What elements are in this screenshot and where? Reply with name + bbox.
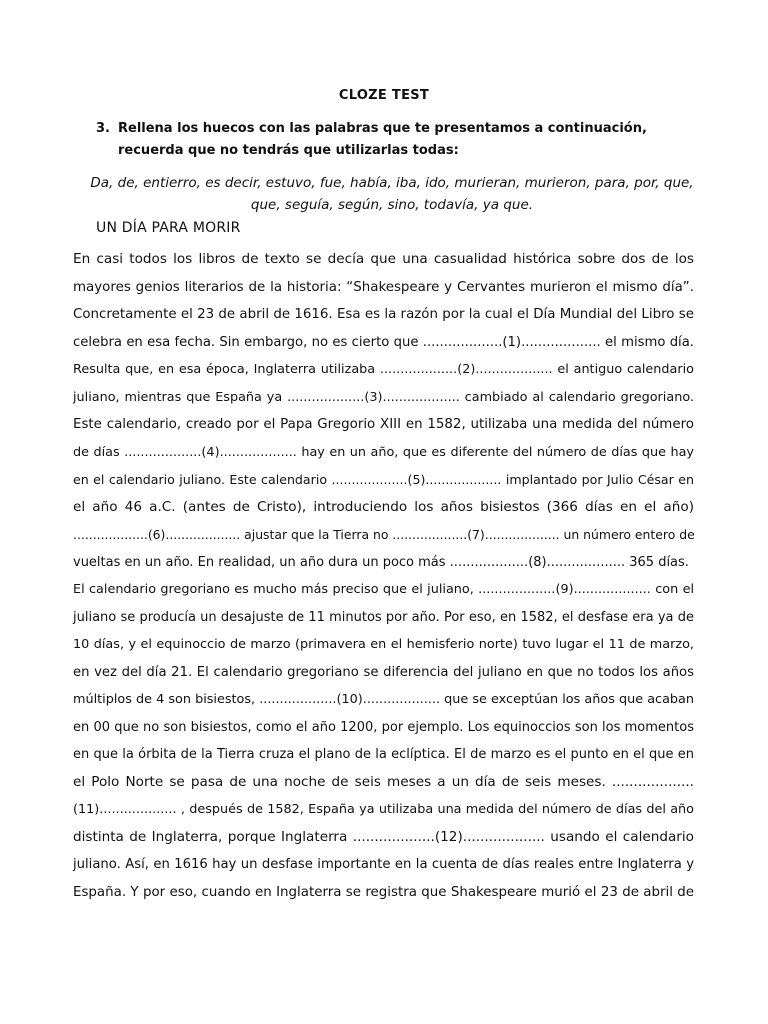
passage-line: Este calendario, creado por el Papa Gregorio XIII en 1582, utilizaba una medida del número [73,417,694,432]
passage-line: ...................(6)................... ajustar que la Tierra no ...................(7)................... un número entero de [73,527,695,542]
passage-line: España. Y por eso, cuando en Inglaterra se registra que Shakespeare murió el 23 de abril de [73,884,694,900]
passage-line: juliano, mientras que España ya ...................(3)................... cambiado al calendario gregoriano. [73,389,694,405]
passage-line: en el calendario juliano. Este calendario ...................(5)................... implantado por Julio César en [73,472,694,487]
passage-line: en vez del día 21. El calendario gregoriano se diferencia del juliano en que no todos los años [73,664,694,680]
passage-line: (11)................... , después de 1582, España ya utilizaba una medida del número de días del año [73,802,694,817]
passage-line: En casi todos los libros de texto se decía que una casualidad histórica sobre dos de los [73,251,694,267]
passage-line: de días ...................(4)................... hay en un año, que es diferente del número de días que hay [73,444,694,460]
word-bank-line: que, seguía, según, sino, todavía, ya que. [250,197,534,213]
passage-line: en que la órbita de la Tierra cruza el plano de la eclíptica. El de marzo es el punto en el que en [73,747,694,762]
passage-line: el Polo Norte se pasa de una noche de seis meses a un día de seis meses. ................... [73,773,694,790]
story-title: UN DÍA PARA MORIR [96,220,241,236]
document-title: CLOZE TEST [338,88,430,103]
instruction-text: Rellena los huecos con las palabras que te presentamos a continuación, recuerda que no tendrás que utilizarlas todas: [118,121,647,158]
passage-line: el año 46 a.C. (antes de Cristo), introduciendo los años bisiestos (366 días en el año) [73,498,694,515]
passage-line: juliano. Así, en 1616 hay un desfase importante en la cuenta de días reales entre Inglaterra y [73,857,694,872]
passage-line: Resulta que, en esa época, Inglaterra utilizaba ...................(2)................... el antiguo calendario [73,362,694,377]
passage-line: en 00 que no son bisiestos, como el año 1200, por ejemplo. Los equinoccios son los momentos [73,719,694,735]
passage-line: 10 días, y el equinoccio de marzo (primavera en el hemisferio norte) tuvo lugar el 11 de marzo, [73,637,694,652]
instruction-number: 3. [96,121,110,136]
word-bank [86,172,698,216]
passage-line: múltiplos de 4 son bisiestos, ...................(10)................... que se exceptúan los años que acaban [73,692,694,707]
passage-line: juliano se producía un desajuste de 11 minutos por año. Por eso, en 1582, el desfase era ya de [73,609,694,625]
passage-line: mayores genios literarios de la historia: “Shakespeare y Cervantes murieron el mismo día”. [73,279,694,295]
cloze-passage [73,246,694,906]
passage-line: El calendario gregoriano es mucho más preciso que el juliano, ...................(9)................... con el [73,582,694,597]
passage-line: distinta de Inglaterra, porque Inglaterra ...................(12)................... usando el calendario [73,828,694,845]
passage-line: vueltas en un año. En realidad, un año dura un poco más ...................(8)................... 365 días. [73,554,689,570]
word-bank-line: Da, de, entierro, es decir, estuvo, fue, había, iba, ido, murieran, murieron, para, por, que, [90,175,694,191]
passage-line: celebra en esa fecha. Sin embargo, no es cierto que ...................(1)................... el mismo día. [73,334,694,350]
instruction [96,118,686,162]
passage-line: Concretamente el 23 de abril de 1616. Esa es la razón por la cual el Día Mundial del Libro se [73,307,694,322]
